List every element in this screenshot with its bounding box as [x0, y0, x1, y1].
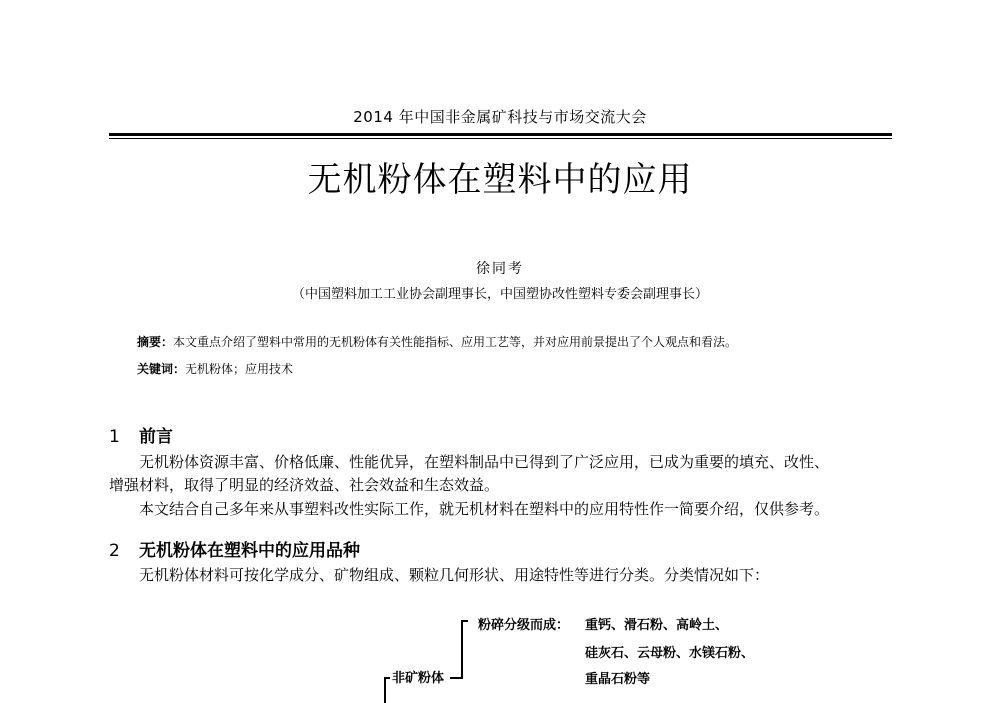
- header-rule-thick: [109, 133, 892, 136]
- keywords-label: 关键词：: [137, 362, 186, 376]
- section-1-heading: [109, 422, 173, 447]
- author-affiliation: （中国塑料加工工业协会副理事长，中国塑协改性塑料专委会副理事长）: [291, 287, 708, 302]
- tree-node-connector: [450, 677, 463, 679]
- abstract-text: 本文重点介绍了塑料中常用的无机粉体有关性能指标、应用工艺等，并对应用前景提出了个人观点和看法。: [173, 335, 738, 349]
- section-2-heading: [109, 536, 360, 561]
- section-1-paragraph-1-line-1: 无机粉体资源丰富、价格低廉、性能优异，在塑料制品中已得到了广泛应用，已成为重要的填充、改性、: [139, 453, 830, 471]
- tree-bracket-vertical: [461, 620, 463, 678]
- tree-bracket-top-tick: [461, 620, 468, 622]
- abstract-label: 摘要：: [137, 335, 174, 349]
- conference-header: 2014 年中国非金属矿科技与市场交流大会: [353, 108, 647, 126]
- keywords-text: 无机粉体；应用技术: [185, 362, 294, 376]
- tree-item-2: 硅灰石、云母粉、水镁石粉、: [585, 646, 755, 661]
- abstract: [137, 333, 737, 350]
- tree-root-vertical: [384, 677, 386, 703]
- tree-item-1: 重钙、滑石粉、高岭土、: [585, 618, 729, 633]
- tree-branch-label: 粉碎分级而成：: [478, 618, 570, 633]
- section-2-number: 2: [109, 541, 120, 561]
- section-1-paragraph-2: 本文结合自己多年来从事塑料改性实际工作，就无机材料在塑料中的应用特性作一简要介绍，仅供参考。: [139, 500, 830, 518]
- tree-item-3: 重晶石粉等: [585, 672, 651, 687]
- section-1-title: 前言: [139, 427, 173, 447]
- section-1-number: 1: [109, 427, 120, 447]
- section-1-paragraph-1-line-2: 增强材料，取得了明显的经济效益、社会效益和生态效益。: [109, 476, 500, 494]
- author-name: 徐同考: [476, 261, 524, 277]
- tree-node-label: 非矿粉体: [392, 671, 445, 686]
- tree-root-tick: [384, 677, 390, 679]
- header-rule-thin: [109, 138, 892, 139]
- paper-title: 无机粉体在塑料中的应用: [307, 160, 693, 200]
- keywords: [137, 360, 293, 377]
- section-2-title: 无机粉体在塑料中的应用品种: [139, 541, 360, 561]
- section-2-paragraph-1: 无机粉体材料可按化学成分、矿物组成、颗粒几何形状、用途特性等进行分类。分类情况如下：: [139, 566, 770, 584]
